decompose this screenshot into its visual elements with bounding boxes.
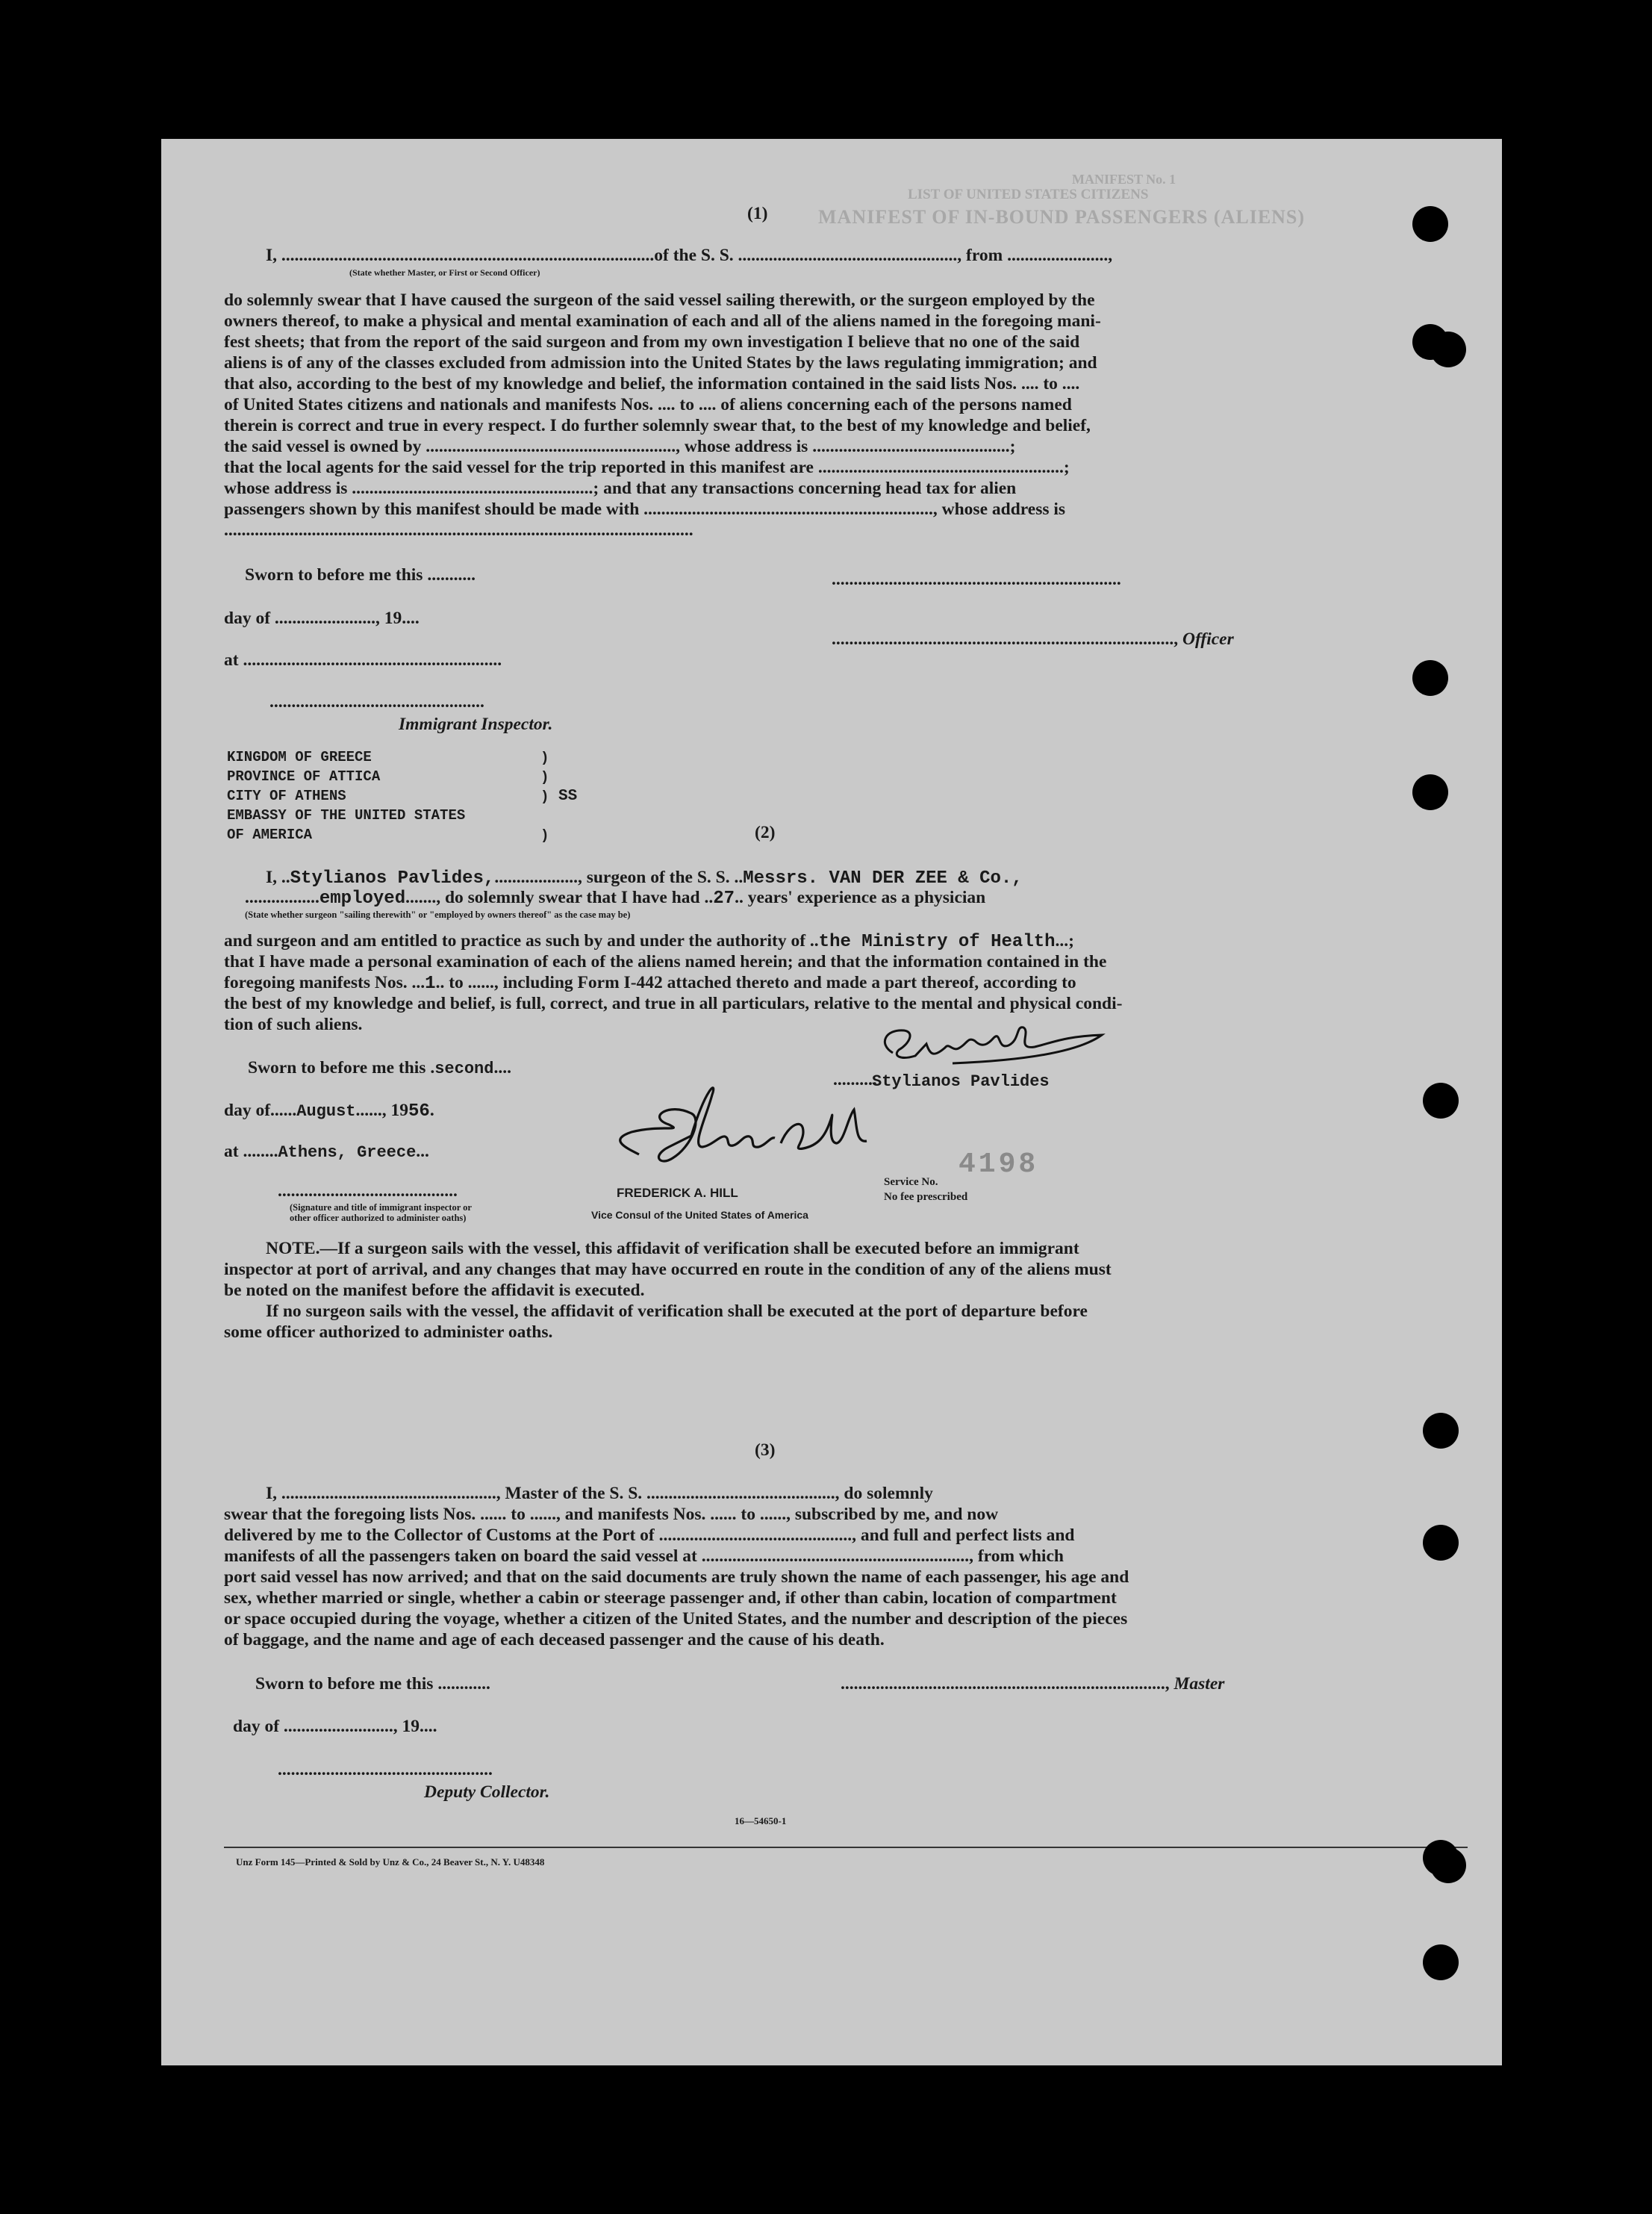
section-3-sworn-line: Sworn to before me this ............ [255,1674,490,1694]
note-line-5: some officer authorized to administer oaths. [224,1322,553,1342]
section-2-surgeon-note: (State whether surgeon "sailing therewith" or "employed by owners thereof" as the case may be) [245,909,631,920]
line-5-text: foregoing manifests Nos. ... [224,973,426,992]
sworn-text: Sworn to before me this . [248,1058,435,1078]
service-label: Service No. [884,1176,938,1188]
venue-line: CITY OF ATHENS [227,788,346,804]
line-2-text: ......., do solemnly swear that I have had .. [405,888,714,907]
body-line: fest sheets; that from the report of the said surgeon and from my own investigation I believe that no one of the said [224,332,1080,352]
year-value: 56 [408,1101,430,1122]
section-1-inspector-line: ................................................. [269,692,484,712]
consul-signature-dots: ......................................... [278,1181,458,1201]
body-line: of United States citizens and nationals and manifests Nos. .... to .... of aliens concerning each of the persons named [224,395,1072,414]
day-mid: ......, 19 [355,1101,408,1120]
body-line: whose address is .......................................................; and that any transactions concerning head tax for alien [224,479,1017,498]
venue-line: EMBASSY OF THE UNITED STATES [227,807,466,824]
sworn-end: .... [493,1058,511,1078]
officer-dots: .............................................................................., [832,629,1182,649]
section-3-master-line [841,1673,1224,1694]
punch-hole [1423,1083,1459,1119]
venue-brace: ) [540,827,549,844]
section-1-inspector-label: Immigrant Inspector. [399,715,553,734]
line-3-text: and surgeon and am entitled to practice as such by and under the authority of .. [224,931,819,951]
footer-rule [224,1847,1468,1848]
place-value: Athens, Greece [278,1143,417,1162]
body-line: the said vessel is owned by ........................................................., whose address is .............................................; [224,437,1016,456]
service-number: 4198 [959,1148,1039,1181]
section-2-line-3 [224,930,1074,953]
section-3-number: (3) [755,1440,776,1460]
ghost-line-3: MANIFEST OF IN-BOUND PASSENGERS (ALIENS) [818,206,1306,228]
section-2-line-6: the best of my knowledge and belief, is full, correct, and true in all particulars, relative to the mental and physical condi- [224,994,1123,1013]
note-line-4: If no surgeon sails with the vessel, the affidavit of verification shall be executed at the port of departure before [266,1302,1088,1321]
venue-ss: SS [558,788,578,805]
venue-line: KINGDOM OF GREECE [227,749,372,765]
section-1-officer-note: (State whether Master, or First or Second Officer) [349,267,540,278]
document-page [161,139,1502,2065]
body-line: do solemnly swear that I have caused the surgeon of the said vessel sailing therewith, or the surgeon employed by the [224,290,1095,310]
section-2-line-4: that I have made a personal examination of each of the aliens named herein; and that the information contained in the [224,952,1107,971]
punch-hole [1430,332,1466,367]
surgeon-dots-line: .......... [833,1070,877,1089]
sworn-day: second [434,1060,494,1078]
section-1-day-line: day of ......................., 19.... [224,609,420,628]
section-2-number: (2) [755,823,776,842]
surgeon-name: Stylianos Pavlides, [290,868,495,889]
note-line-2: inspector at port of arrival, and any changes that may have occurred en route in the condition of any of the aliens must [224,1260,1112,1279]
body-line: port said vessel has now arrived; and that on the said documents are truly shown the name of each passenger, his age and [224,1567,1129,1587]
fee-stamp: No fee prescribed [884,1191,968,1203]
surgeon-of-text: ..................., surgeon of the S. S. .. [494,868,744,887]
punch-hole [1423,1944,1459,1980]
section-2-line-2 [245,887,985,909]
footer-imprint: Unz Form 145—Printed & Sold by Unz & Co., 24 Beaver St., N. Y. U48348 [236,1856,545,1868]
i-prefix: I, .. [266,868,290,887]
body-line: passengers shown by this manifest should be made with .................................................................., whose address is [224,500,1066,519]
day-text: day of...... [224,1101,297,1120]
body-line: aliens is of any of the classes excluded from admission into the United States by the laws regulating immigration; and [224,353,1097,373]
venue-brace: ) [540,750,549,766]
authority-value: the Ministry of Health [818,932,1056,952]
venue-line: OF AMERICA [227,827,313,843]
years-value: 27 [713,889,735,909]
line-5-end: .. to ......, including Form I-442 attached thereto and made a part thereof, according to [435,973,1076,992]
section-2-line-7: tion of such aliens. [224,1015,363,1034]
dots: ................. [245,888,320,907]
section-3-collector-label: Deputy Collector. [424,1782,550,1802]
body-line: therein is correct and true in every respect. I do further solemnly swear that, to the best of my knowledge and belief, [224,416,1091,435]
body-line: or space occupied during the voyage, whether a citizen of the United States, and the number and description of the pieces [224,1609,1128,1629]
month-value: August [296,1102,356,1121]
section-2-line-1 [266,867,1023,889]
section-1-at-line: at ........................................................... [224,650,502,670]
section-3-day-line: day of ........................., 19.... [233,1717,437,1736]
section-1-number: (1) [747,204,768,223]
signature-caption-1: (Signature and title of immigrant inspector or [290,1202,472,1213]
ghost-line-1: MANIFEST No. 1 [1072,172,1176,187]
body-line: that also, according to the best of my knowledge and belief, the information contained in the said lists Nos. .... to .... [224,374,1080,394]
consul-stamp-name: FREDERICK A. HILL [617,1186,738,1200]
body-line: manifests of all the passengers taken on board the said vessel at ............................................................., from which [224,1546,1064,1566]
venue-brace: ) [540,789,549,805]
surgeon-signature [863,1014,1109,1074]
at-end: ... [416,1142,429,1161]
ghost-line-2: LIST OF UNITED STATES CITIZENS [908,187,1149,202]
signature-caption-2: other officer authorized to administer oaths) [290,1213,467,1223]
body-line: delivered by me to the Collector of Customs at the Port of ............................................, and full and perfect lists and [224,1526,1075,1545]
punch-hole [1412,774,1448,810]
consul-stamp-title: Vice Consul of the United States of America [591,1209,808,1221]
body-line: owners thereof, to make a physical and mental examination of each and all of the aliens named in the foregoing mani- [224,311,1101,331]
section-2-day-line [224,1100,434,1122]
punch-hole [1412,206,1448,242]
body-line: of baggage, and the name and age of each deceased passenger and the cause of his death. [224,1630,885,1649]
at-text: at ........ [224,1142,278,1161]
note-label: NOTE. [266,1239,320,1258]
punch-hole [1430,1847,1466,1883]
line-3-end: ...; [1055,931,1074,951]
body-line: ........................................................................................................... [224,520,693,540]
section-2-at-line [224,1141,429,1163]
section-1-officer-signature-line [832,629,1234,650]
section-1-officer-top-dots: .................................................................. [832,570,1121,589]
section-1-sworn-line: Sworn to before me this ........... [245,565,476,585]
manifest-number: 1 [425,974,436,994]
employed-value: employed [319,889,406,909]
day-end: . [429,1101,434,1120]
section-2-line-5 [224,972,1076,995]
surgeon-typed-name: Stylianos Pavlides [872,1072,1050,1091]
officer-label: Officer [1182,629,1234,649]
note-text: —If a surgeon sails with the vessel, this affidavit of verification shall be executed before an immigrant [320,1239,1079,1258]
section-1-opening-line: I, .....................................................................................of the S. S. .................................................., from ......................., [266,246,1113,265]
punch-hole [1412,660,1448,696]
section-2-sworn-line [248,1057,511,1080]
venue-line: PROVINCE OF ATTICA [227,768,381,785]
line-2-end: .. years' experience as a physician [735,888,986,907]
master-label: Master [1173,1674,1225,1694]
section-3-collector-line: ................................................. [278,1760,493,1779]
body-line: swear that the foregoing lists Nos. ...... to ......, and manifests Nos. ...... to ......, subscribed by me, and now [224,1505,999,1524]
venue-brace: ) [540,769,549,786]
body-line: I, ................................................., Master of the S. S. ..........................................., do solemnly [266,1484,933,1503]
punch-hole [1423,1413,1459,1449]
punch-hole [1423,1525,1459,1561]
form-number: 16—54650-1 [735,1815,787,1826]
body-line: sex, whether married or single, whether a cabin or steerage passenger and, if other than cabin, location of compartment [224,1588,1117,1608]
master-dots: .........................................................................., [841,1674,1174,1694]
note-line-3: be noted on the manifest before the affidavit is executed. [224,1281,645,1300]
vessel-name: Messrs. VAN DER ZEE & Co., [743,868,1023,889]
note-line-1 [266,1238,1079,1259]
body-line: that the local agents for the said vessel for the trip reported in this manifest are ........................................................; [224,458,1070,477]
consul-signature [579,1072,908,1192]
